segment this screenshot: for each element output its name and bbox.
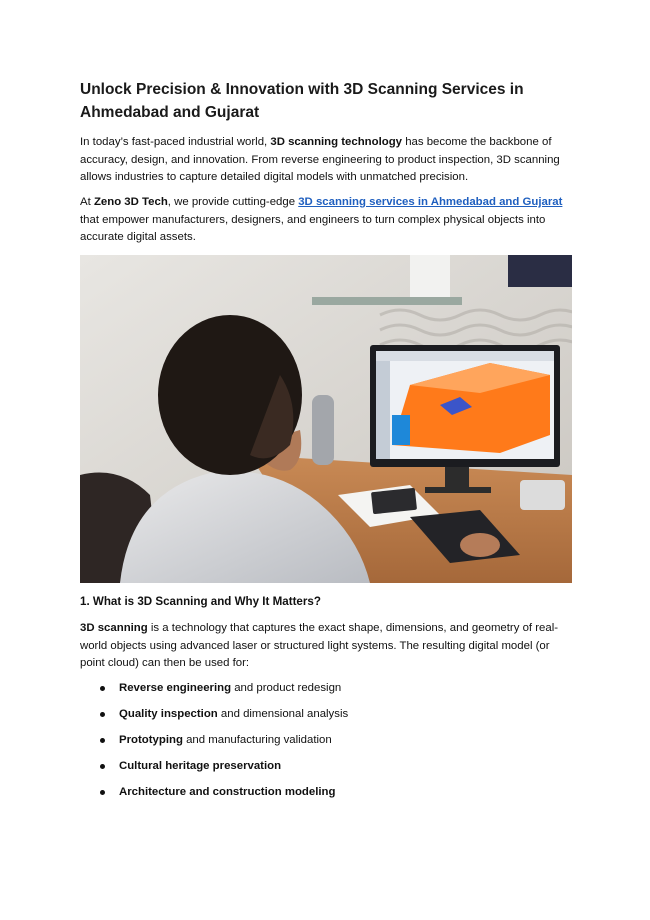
company-paragraph <box>80 194 575 247</box>
intro-text-start: In today’s fast-paced industrial world, <box>80 136 271 148</box>
intro-paragraph <box>80 134 575 187</box>
list-item <box>80 732 348 758</box>
list-item-bold: Quality inspection <box>119 708 218 720</box>
page-title: Unlock Precision & Innovation with 3D Scanning Services in Ahmedabad and Gujarat <box>80 81 524 121</box>
list-item-text: and product redesign <box>231 682 342 694</box>
list-item-bold: Reverse engineering <box>119 682 232 694</box>
list-item-text: and dimensional analysis <box>217 708 349 720</box>
section-text: is a technology that captures the exact shape, dimensions, and geometry of real-world objects using advanced laser or structured light systems. The resulting digital model (or point cloud) can then be used for: <box>80 622 559 669</box>
intro-bold-term: 3D scanning technology <box>270 136 403 148</box>
intro-text-end: has become the backbone of accuracy, design, and innovation. From reverse engineering to product inspection, 3D scanning allows industries to capture detailed digital models with unmatched precision. <box>80 136 560 183</box>
uses-list <box>80 680 348 810</box>
list-item <box>80 706 348 732</box>
list-item-bold: Architecture and construction modeling <box>119 786 336 798</box>
company-text-end: that empower manufacturers, designers, and engineers to turn complex physical objects into accurate digital assets. <box>80 213 546 243</box>
list-item <box>80 758 348 784</box>
services-link[interactable]: 3D scanning services in Ahmedabad and Gujarat <box>298 196 563 208</box>
company-text-mid: , we provide cutting-edge <box>167 196 299 208</box>
list-item-bold: Cultural heritage preservation <box>119 760 282 772</box>
bullet-icon <box>100 738 105 743</box>
section-bold-term: 3D scanning <box>80 622 148 634</box>
list-item-bold: Prototyping <box>119 734 183 746</box>
list-item-text: and manufacturing validation <box>182 734 332 746</box>
list-item <box>80 680 348 706</box>
bullet-icon <box>100 790 105 795</box>
company-name: Zeno 3D Tech <box>93 196 168 208</box>
scanning-photo <box>80 255 572 583</box>
bullet-icon <box>100 764 105 769</box>
photo-illustration <box>80 255 572 583</box>
bullet-icon <box>100 712 105 717</box>
section-paragraph <box>80 620 575 673</box>
section-heading: 1. What is 3D Scanning and Why It Matters? <box>80 595 321 608</box>
company-text-start: At <box>80 196 94 208</box>
list-item <box>80 784 348 810</box>
bullet-icon <box>100 686 105 691</box>
